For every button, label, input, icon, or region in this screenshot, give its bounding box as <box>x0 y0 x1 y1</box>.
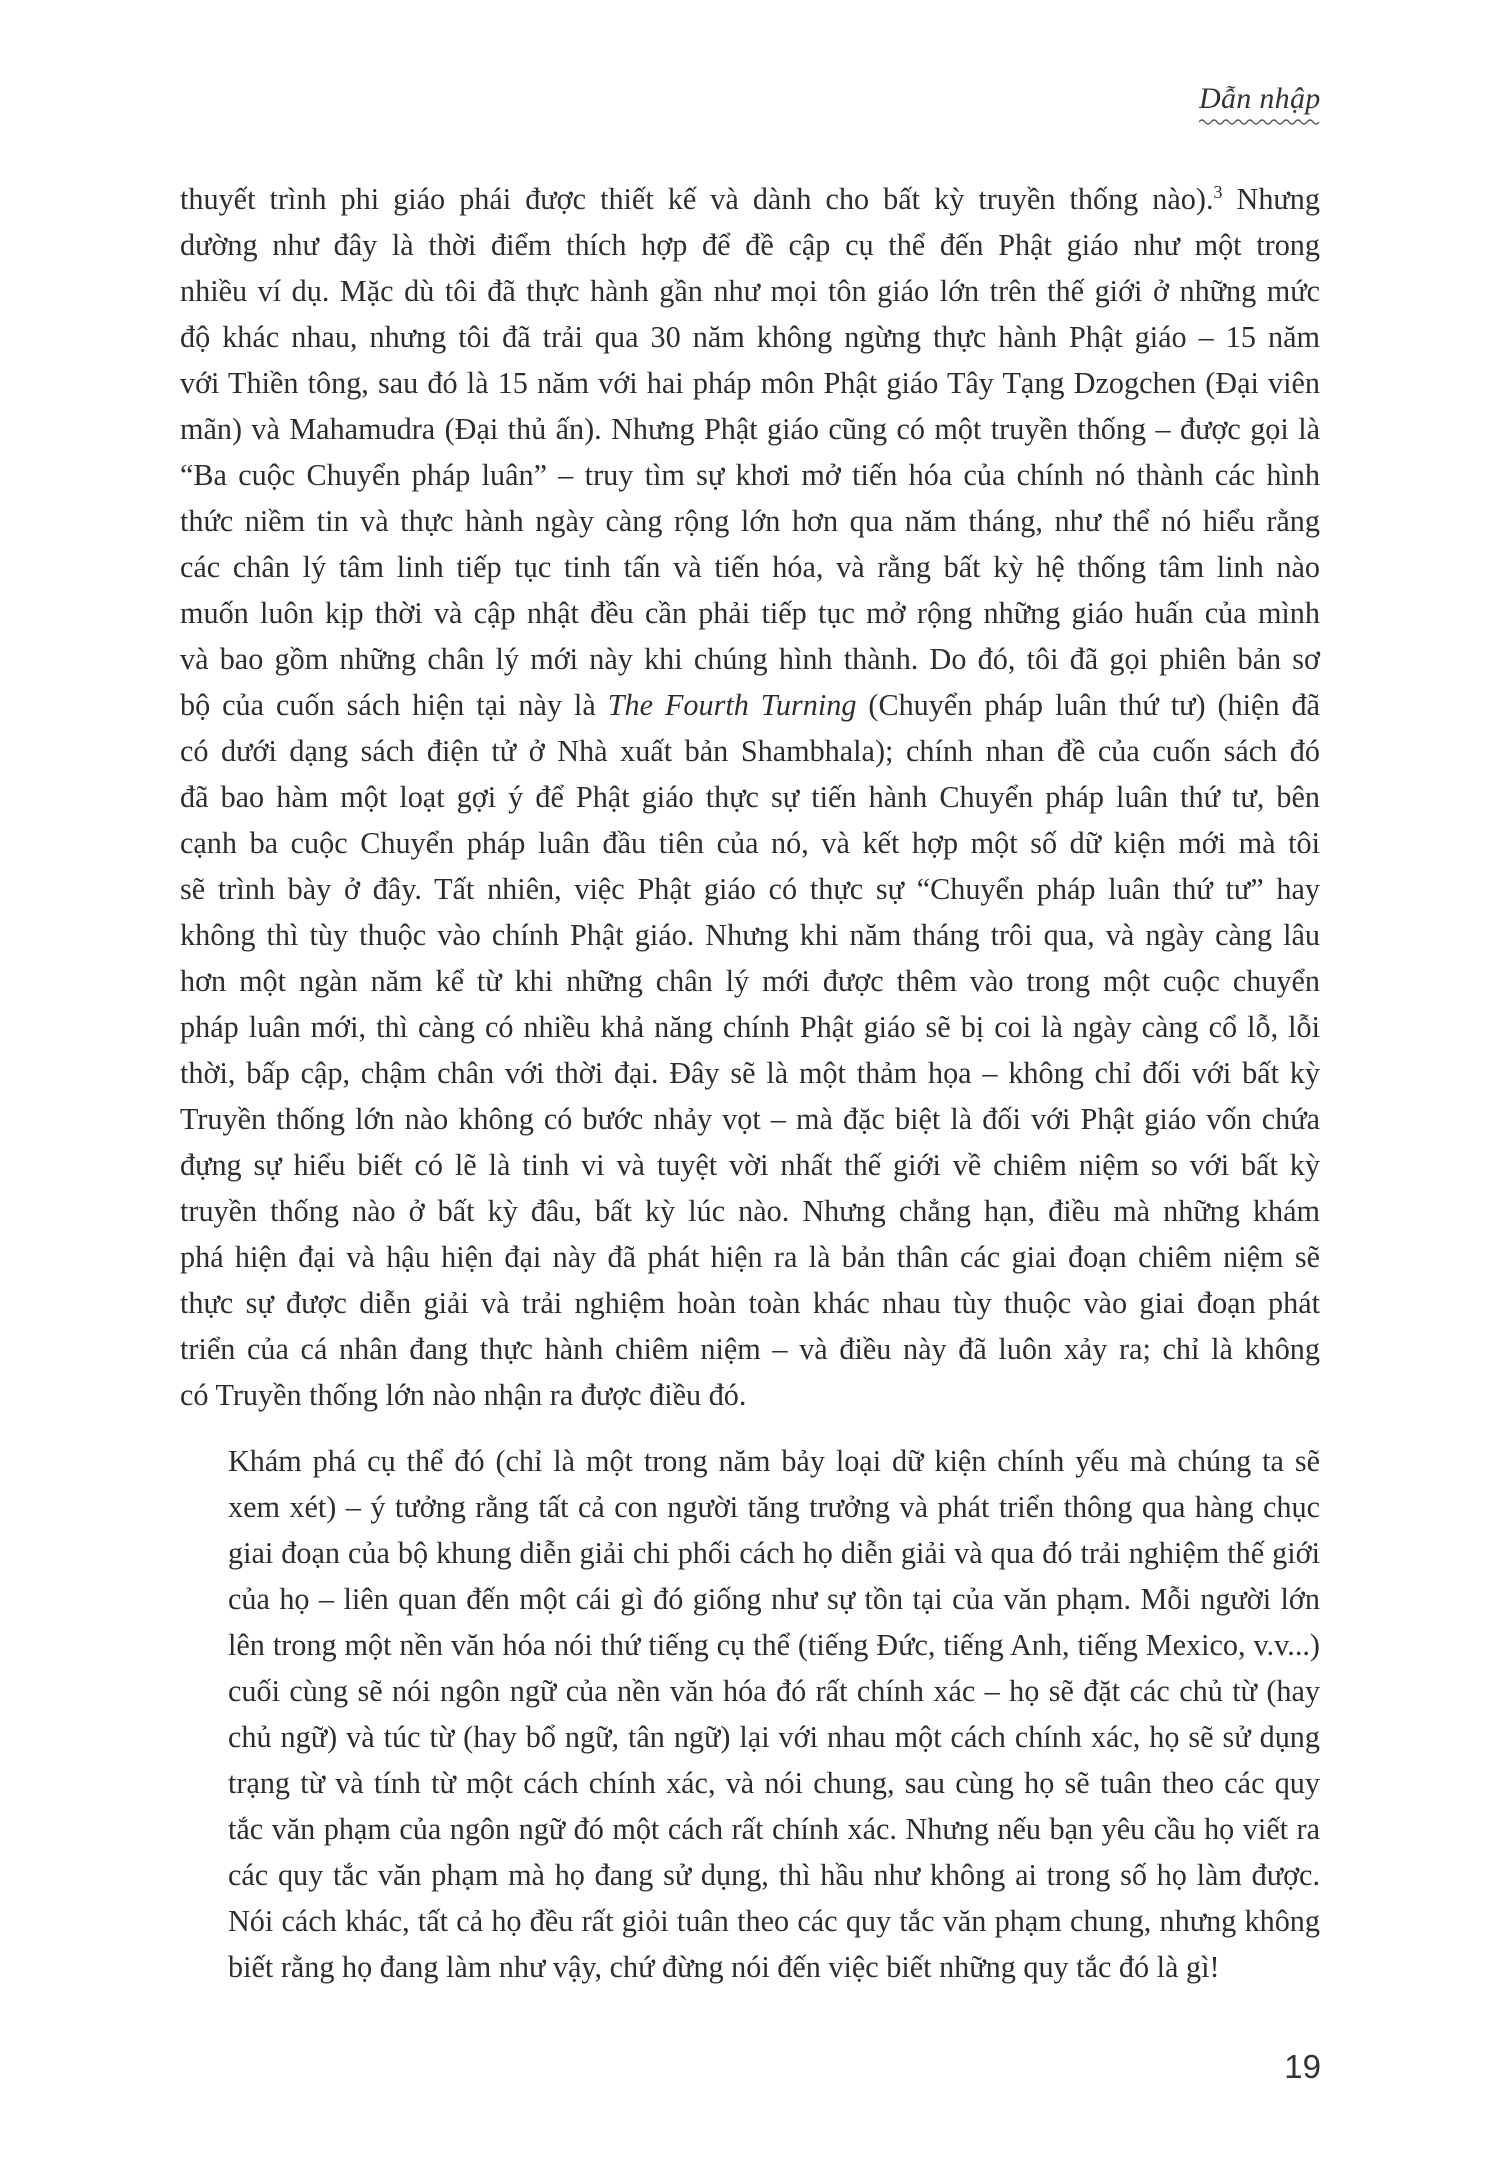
text-line: xem xét) – ý tưởng rằng tất cả con người tăng trưởng và phát triển thông qua hàng chục <box>228 1490 1320 1524</box>
text-line: bộ của cuốn sách hiện tại này là The Fourth Turning (Chuyển pháp luân thứ tư) (hiện đã <box>180 688 1320 722</box>
text-line: thức niềm tin và thực hành ngày càng rộng lớn hơn qua năm tháng, như thể nó hiểu rằng <box>180 504 1320 538</box>
text-line: triển của cá nhân đang thực hành chiêm niệm – và điều này đã luôn xảy ra; chỉ là không <box>180 1332 1320 1366</box>
running-header <box>1199 82 1321 126</box>
text-line: với Thiền tông, sau đó là 15 năm với hai pháp môn Phật giáo Tây Tạng Dzogchen (Đại viên <box>180 366 1320 400</box>
text-line: trạng từ và tính từ một cách chính xác, và nói chung, sau cùng họ sẽ tuân theo các quy <box>228 1766 1320 1800</box>
book-title: The Fourth Turning <box>607 688 857 722</box>
text-line: tắc văn phạm của ngôn ngữ đó một cách rất chính xác. Nhưng nếu bạn yêu cầu họ viết ra <box>228 1812 1320 1846</box>
text-line: phá hiện đại và hậu hiện đại này đã phát hiện ra là bản thân các giai đoạn chiêm niệm sẽ <box>180 1240 1320 1274</box>
text-line: độ khác nhau, nhưng tôi đã trải qua 30 năm không ngừng thực hành Phật giáo – 15 năm <box>180 320 1320 354</box>
text-line: muốn luôn kịp thời và cập nhật đều cần phải tiếp tục mở rộng những giáo huấn của mình <box>180 596 1320 630</box>
paragraph-2 <box>180 1438 1320 1990</box>
text-line: cạnh ba cuộc Chuyển pháp luân đầu tiên của nó, và kết hợp một số dữ kiện mới mà tôi <box>180 826 1320 860</box>
text-line: lên trong một nền văn hóa nói thứ tiếng cụ thể (tiếng Đức, tiếng Anh, tiếng Mexico, v.v...) <box>228 1628 1320 1662</box>
text-line: Truyền thống lớn nào không có bước nhảy vọt – mà đặc biệt là đối với Phật giáo vốn chứa <box>180 1102 1320 1136</box>
text-line: thời, bấp cập, chậm chân với thời đại. Đây sẽ là một thảm họa – không chỉ đối với bất kỳ <box>180 1056 1320 1090</box>
text-line: có dưới dạng sách điện tử ở Nhà xuất bản Shambhala); chính nhan đề của cuốn sách đó <box>180 734 1320 768</box>
text-line: hơn một ngàn năm kể từ khi những chân lý mới được thêm vào trong một cuộc chuyển <box>180 964 1320 998</box>
text-line: không thì tùy thuộc vào chính Phật giáo. Nhưng khi năm tháng trôi qua, và ngày càng lâu <box>180 918 1320 952</box>
text-line: mãn) và Mahamudra (Đại thủ ấn). Nhưng Phật giáo cũng có một truyền thống – được gọi là <box>180 412 1320 446</box>
body-text <box>180 176 1320 1990</box>
text-line: biết rằng họ đang làm như vậy, chứ đừng nói đến việc biết những quy tắc đó là gì! <box>228 1950 1220 1984</box>
paragraph-1 <box>180 176 1320 1418</box>
footnote-ref: 3 <box>1213 181 1223 202</box>
running-title: Dẫn nhập <box>1199 82 1321 115</box>
text-line: thực sự được diễn giải và trải nghiệm hoàn toàn khác nhau tùy thuộc vào giai đoạn phát <box>180 1286 1320 1320</box>
text-line: các chân lý tâm linh tiếp tục tinh tấn và tiến hóa, và rằng bất kỳ hệ thống tâm linh nào <box>180 550 1320 584</box>
text-line: giai đoạn của bộ khung diễn giải chi phối cách họ diễn giải và qua đó trải nghiệm thế giới <box>228 1536 1320 1570</box>
text-line: thuyết trình phi giáo phái được thiết kế và dành cho bất kỳ truyền thống nào).$^3$ Nhưng <box>180 181 1320 216</box>
text-line: sẽ trình bày ở đây. Tất nhiên, việc Phật giáo có thực sự “Chuyển pháp luân thứ tư” hay <box>180 872 1320 906</box>
text-line: chủ ngữ) và túc từ (hay bổ ngữ, tân ngữ) lại với nhau một cách chính xác, họ sẽ sử dụng <box>228 1720 1320 1754</box>
text-line: dường như đây là thời điểm thích hợp để đề cập cụ thể đến Phật giáo như một trong <box>180 228 1320 262</box>
wavy-underline <box>1199 118 1321 126</box>
text-line: có Truyền thống lớn nào nhận ra được điều đó. <box>180 1378 747 1412</box>
text-line: và bao gồm những chân lý mới này khi chúng hình thành. Do đó, tôi đã gọi phiên bản sơ <box>180 642 1320 676</box>
text-line: nhiều ví dụ. Mặc dù tôi đã thực hành gần như mọi tôn giáo lớn trên thế giới ở những mức <box>180 274 1320 308</box>
text-line: đựng sự hiểu biết có lẽ là tinh vi và tuyệt vời nhất thế giới về chiêm niệm so với bất kỳ <box>180 1148 1320 1182</box>
text-line: Khám phá cụ thể đó (chỉ là một trong năm bảy loại dữ kiện chính yếu mà chúng ta sẽ <box>228 1444 1320 1478</box>
text-line: truyền thống nào ở bất kỳ đâu, bất kỳ lúc nào. Nhưng chẳng hạn, điều mà những khám <box>180 1194 1320 1228</box>
text-line: pháp luân mới, thì càng có nhiều khả năng chính Phật giáo sẽ bị coi là ngày càng cổ lỗ, lỗi <box>180 1010 1320 1044</box>
text-line: “Ba cuộc Chuyển pháp luân” – truy tìm sự khơi mở tiến hóa của chính nó thành các hình <box>180 458 1320 492</box>
text-line: đã bao hàm một loạt gợi ý để Phật giáo thực sự tiến hành Chuyển pháp luân thứ tư, bên <box>180 780 1320 814</box>
text-line: Nói cách khác, tất cả họ đều rất giỏi tuân theo các quy tắc văn phạm chung, nhưng không <box>228 1904 1320 1938</box>
text-line: các quy tắc văn phạm mà họ đang sử dụng, thì hầu như không ai trong số họ làm được. <box>228 1858 1320 1892</box>
text-line: cuối cùng sẽ nói ngôn ngữ của nền văn hóa đó rất chính xác – họ sẽ đặt các chủ từ (hay <box>228 1674 1320 1708</box>
page-number: 19 <box>1284 2048 1321 2085</box>
text-line: của họ – liên quan đến một cái gì đó giống như sự tồn tại của văn phạm. Mỗi người lớn <box>228 1582 1320 1616</box>
